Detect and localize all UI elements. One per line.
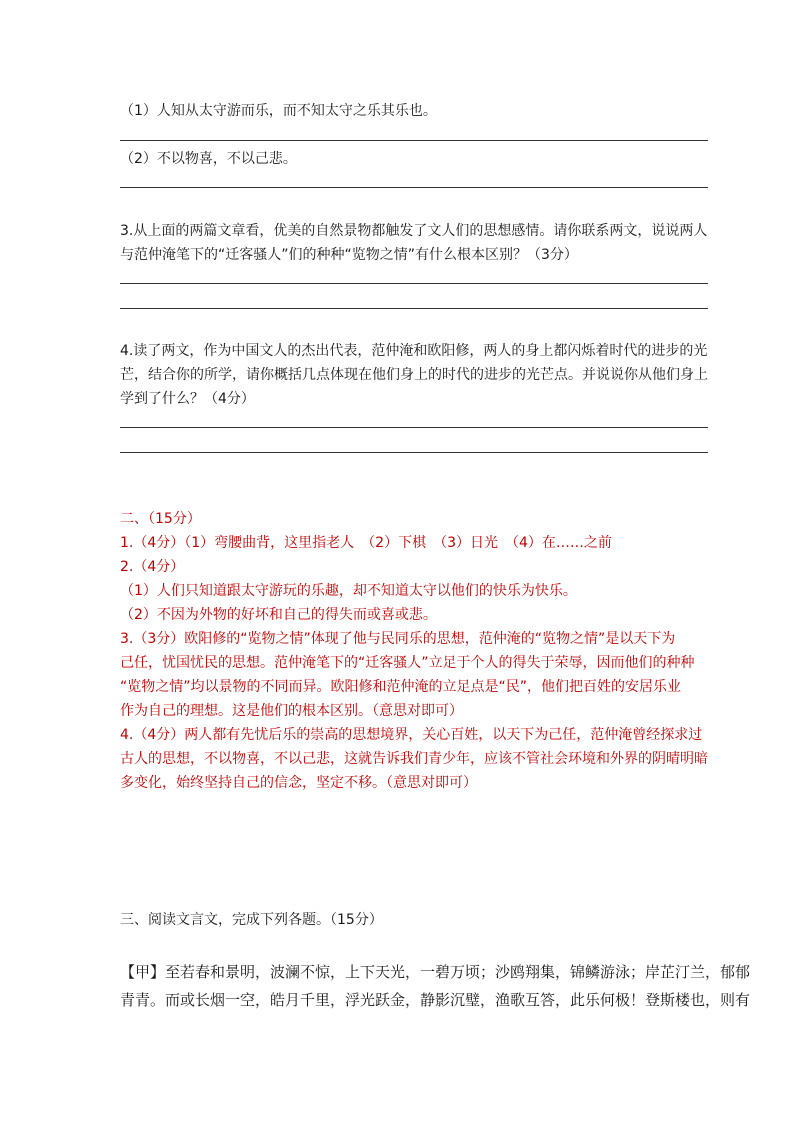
- answer-3-line-4: 作为自己的理想。这是他们的根本区别。（意思对即可）: [120, 703, 463, 719]
- question-2-2: （2）不以物喜，不以己悲。: [120, 151, 297, 167]
- passage-jia-line-1: 【甲】至若春和景明，波澜不惊，上下天光，一碧万顷；沙鸥翔集，锦鳞游泳；岸芷汀兰，郁郁: [120, 963, 751, 981]
- question-4-line-2: 芒，结合你的所学，请你概括几点体现在他们身上的时代的进步的光芒点。并说说你从他们身上: [120, 367, 708, 383]
- answer-1: 1.（4分）（1）弯腰曲背，这里指老人 （2）下棋 （3）日光 （4）在……之前: [120, 535, 612, 551]
- section-3-title: 三、阅读文言文，完成下列各题。（15分）: [120, 912, 383, 928]
- answer-2: 2.（4分）: [120, 559, 185, 575]
- question-3-line-2: 与范仲淹笔下的“迁客骚人”们的种种“览物之情”有什么根本区别？（3分）: [120, 247, 578, 263]
- answer-4-line-2: 古人的思想，不以物喜，不以己悲，这就告诉我们青少年，应该不管社会环境和外界的阴晴明暗: [120, 751, 708, 767]
- answer-4-line-3: 多变化，始终坚持自己的信念，坚定不移。（意思对即可）: [120, 775, 477, 791]
- passage-jia-line-2: 青青。而或长烟一空，皓月千里，浮光跃金，静影沉璧，渔歌互答，此乐何极！登斯楼也，则有: [120, 991, 751, 1009]
- question-3-line-1: 3.从上面的两篇文章看，优美的自然景物都触发了文人们的思想感情。请你联系两文，说说两人: [120, 223, 708, 239]
- answer-line: [120, 140, 708, 141]
- answer-2-1: （1）人们只知道跟太守游玩的乐趣，却不知道太守以他们的快乐为快乐。: [120, 583, 577, 599]
- answer-3-line-2: 己任，忧国忧民的思想。范仲淹笔下的“迁客骚人”立足于个人的得失于荣辱，因而他们的种种: [120, 655, 695, 671]
- answer-section-title: 二、（15分）: [120, 511, 201, 527]
- answer-2-2: （2）不因为外物的好坏和自己的得失而或喜或悲。: [120, 607, 437, 623]
- question-4-line-3: 学到了什么？（4分）: [120, 391, 255, 407]
- answer-3-line-1: 3.（3分）欧阳修的“览物之情”体现了他与民同乐的思想，范仲淹的“览物之情”是以天下为: [120, 631, 676, 647]
- question-2-1: （1）人知从太守游而乐，而不知太守之乐其乐也。: [120, 103, 437, 119]
- answer-line: [120, 452, 708, 453]
- answer-line: [120, 187, 708, 188]
- answer-4-line-1: 4.（4分）两人都有先忧后乐的崇高的思想境界，关心百姓，以天下为己任，范仲淹曾经探求过: [120, 727, 703, 743]
- answer-3-line-3: “览物之情”均以景物的不同而异。欧阳修和范仲淹的立足点是“民”，他们把百姓的安居乐业: [120, 679, 682, 695]
- question-4-line-1: 4.读了两文，作为中国文人的杰出代表，范仲淹和欧阳修，两人的身上都闪烁着时代的进步的光: [120, 343, 708, 359]
- answer-line: [120, 283, 708, 284]
- answer-line: [120, 308, 708, 309]
- answer-line: [120, 427, 708, 428]
